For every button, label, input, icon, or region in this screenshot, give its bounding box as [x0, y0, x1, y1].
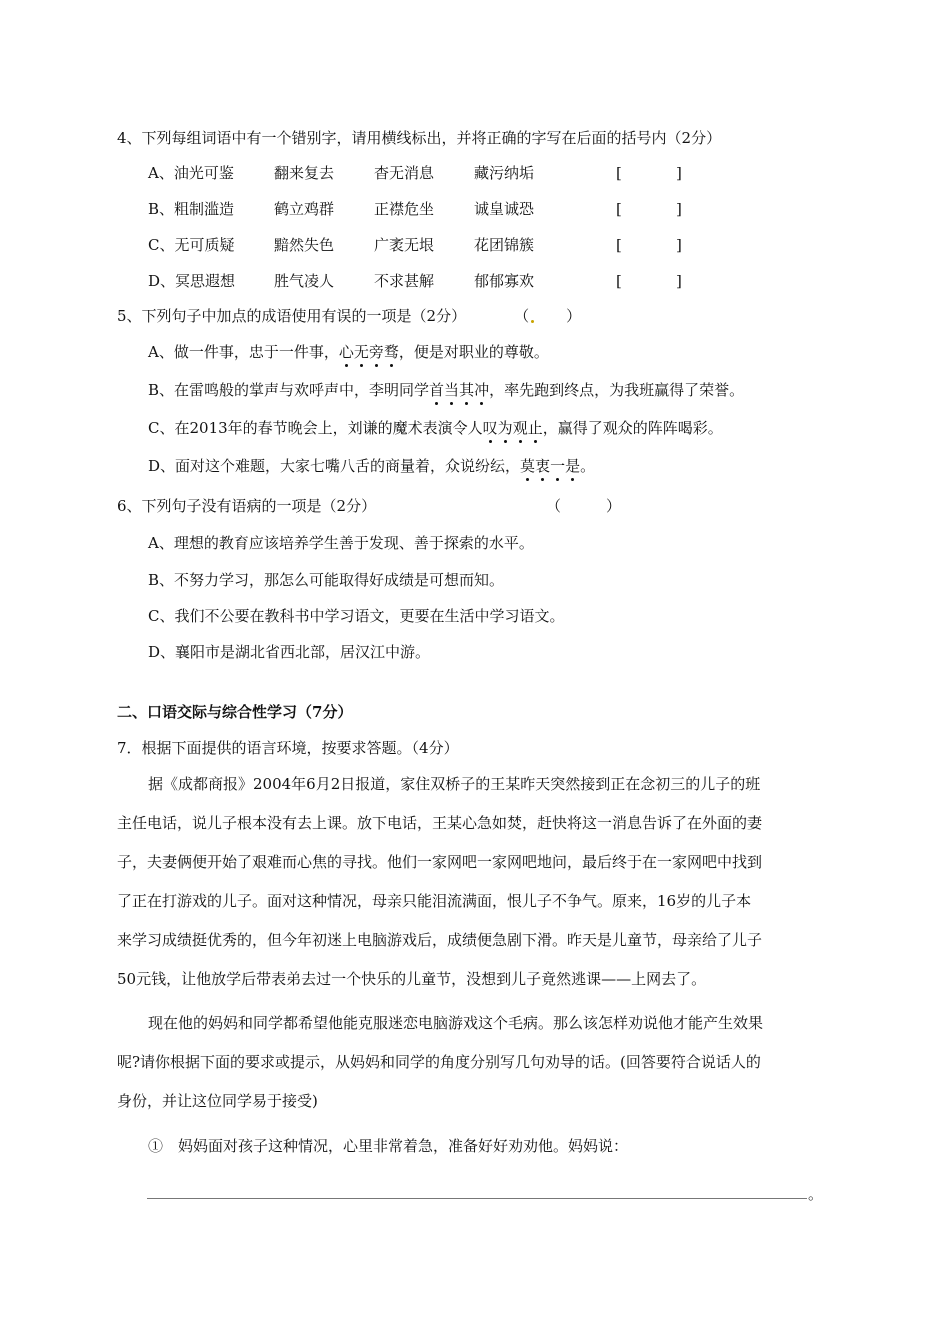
passage-line: 据《成都商报》2004年6月2日报道，家住双桥子的王某昨天突然接到正在念初三的儿子的班: [148, 775, 761, 793]
dotted-char: 首: [429, 381, 445, 399]
q4-row-c: [148, 235, 768, 255]
q4-bracket-open: [: [616, 272, 622, 290]
q4-bracket-close: ]: [676, 200, 682, 218]
option-text: ，便是对职业的尊敬。: [398, 343, 549, 361]
dotted-char: 莫: [520, 457, 536, 475]
q4-bracket-open: [: [616, 200, 622, 218]
q6-option-c: C、我们不公要在教科书中学习语文，更要在生活中学习语文。: [148, 607, 565, 625]
dotted-char: 观: [512, 419, 528, 437]
section-title: 二、口语交际与综合性学习（7分）: [117, 703, 353, 721]
q5-paren-close: ）: [566, 307, 582, 325]
option-text: 。: [580, 457, 596, 475]
dotted-char: 当: [444, 381, 460, 399]
passage-line: 身份，并让这位同学易于接受): [117, 1092, 318, 1110]
q4-row-label: A、油光可鉴: [148, 164, 234, 182]
passage-line: 子，夫妻俩便开始了艰难而心焦的寻找。他们一家网吧一家网吧地问，最后终于在一家网吧中找到: [117, 853, 763, 871]
dotted-char: 心: [338, 343, 354, 361]
dotted-char: 止: [527, 419, 543, 437]
q6-stem: 6、下列句子没有语病的一项是（2分）: [117, 497, 377, 515]
dotted-char: 无: [353, 343, 369, 361]
q4-word: 黯然失色: [274, 236, 335, 254]
option-text: ，率先跑到终点，为我班赢得了荣誉。: [489, 381, 745, 399]
answer-line[interactable]: [147, 1198, 807, 1199]
q4-word: 广袤无垠: [374, 236, 435, 254]
q4-bracket-open: [: [616, 236, 622, 254]
q4-word: 正襟危坐: [374, 200, 435, 218]
dotted-char: 叹: [482, 419, 498, 437]
option-text: B、在雷鸣般的掌声与欢呼声中，李明同学: [148, 381, 430, 399]
option-text: A、做一件事，忠于一件事，: [148, 343, 339, 361]
passage-line: 了正在打游戏的儿子。面对这种情况，母亲只能泪流满面，恨儿子不争气。原来，16岁的儿子本: [117, 892, 752, 910]
q4-word: 胜气凌人: [274, 272, 335, 290]
q5-stem: [117, 306, 581, 326]
q5-option-d: [148, 456, 595, 476]
q6-option-a: A、理想的教育应该培养学生善于发现、善于探索的水平。: [148, 534, 534, 552]
q4-word: 不求甚解: [374, 272, 435, 290]
option-text: ，赢得了观众的阵阵喝彩。: [542, 419, 723, 437]
q4-row-a: [148, 163, 768, 183]
dotted-char: 衷: [535, 457, 551, 475]
q4-row-label: B、粗制滥造: [148, 200, 235, 218]
dotted-char: 一: [550, 457, 566, 475]
option-text: D、面对这个难题，大家七嘴八舌的商量着，众说纷纭，: [148, 457, 521, 475]
dotted-char: 其: [459, 381, 475, 399]
q6-option-d: D、襄阳市是湖北省西北部，居汉江中游。: [148, 643, 431, 661]
q4-row-label: D、冥思遐想: [148, 272, 236, 290]
dotted-char: 旁: [368, 343, 384, 361]
q6-answer-paren: （ ）: [546, 497, 622, 515]
sub-question-1: ① 妈妈面对孩子这种情况，心里非常着急，准备好好劝劝他。妈妈说：: [148, 1137, 629, 1155]
q5-option-c: [148, 418, 723, 438]
passage-line: 50元钱，让他放学后带表弟去过一个快乐的儿童节，没想到儿子竟然逃课——上网去了。: [117, 970, 707, 988]
q4-word: 杳无消息: [374, 164, 435, 182]
q4-row-label: C、无可质疑: [148, 236, 235, 254]
q4-word: 鹤立鸡群: [274, 200, 335, 218]
q4-stem: 4、下列每组词语中有一个错别字，请用横线标出，并将正确的字写在后面的括号内（2分）: [117, 129, 722, 147]
passage-line: 来学习成绩挺优秀的，但今年初迷上电脑游戏后，成绩便急剧下滑。昨天是儿童节，母亲给了儿子: [117, 931, 763, 949]
q4-word: 诚皇诚恐: [474, 200, 535, 218]
q4-word: 花团锦簇: [474, 236, 535, 254]
q5-paren-open: （: [514, 307, 530, 325]
q5-option-a: [148, 342, 549, 362]
q5-option-b: [148, 380, 744, 400]
q4-row-d: [148, 271, 768, 291]
answer-line-end: 。: [808, 1185, 824, 1203]
passage-line: 主任电话，说儿子根本没有去上课。放下电话，王某心急如焚，赶快将这一消息告诉了在外面的妻: [117, 814, 763, 832]
q4-word: 藏污纳垢: [474, 164, 535, 182]
option-text: C、在2013年的春节晚会上，刘谦的魔术表演令人: [148, 419, 483, 437]
q4-bracket-open: [: [616, 164, 622, 182]
mark-dot-icon: [531, 320, 534, 323]
q7-stem: 7．根据下面提供的语言环境，按要求答题。（4分）: [117, 739, 459, 757]
dotted-char: 为: [497, 419, 513, 437]
passage-line: 现在他的妈妈和同学都希望他能克服迷恋电脑游戏这个毛病。那么该怎样劝说他才能产生效果: [148, 1014, 764, 1032]
q4-word: 郁郁寡欢: [474, 272, 535, 290]
q4-bracket-close: ]: [676, 164, 682, 182]
passage-line: 呢?请你根据下面的要求或提示，从妈妈和同学的角度分别写几句劝导的话。(回答要符合说话人的: [117, 1053, 761, 1071]
q5-stem-text: 5、下列句子中加点的成语使用有误的一项是（2分）: [117, 307, 467, 325]
q6-option-b: B、不努力学习，那怎么可能取得好成绩是可想而知。: [148, 571, 505, 589]
q4-bracket-close: ]: [676, 236, 682, 254]
q4-row-b: [148, 199, 768, 219]
q4-bracket-close: ]: [676, 272, 682, 290]
dotted-char: 是: [565, 457, 581, 475]
q4-word: 翻来复去: [274, 164, 335, 182]
dotted-char: 冲: [474, 381, 490, 399]
dotted-char: 骛: [383, 343, 399, 361]
